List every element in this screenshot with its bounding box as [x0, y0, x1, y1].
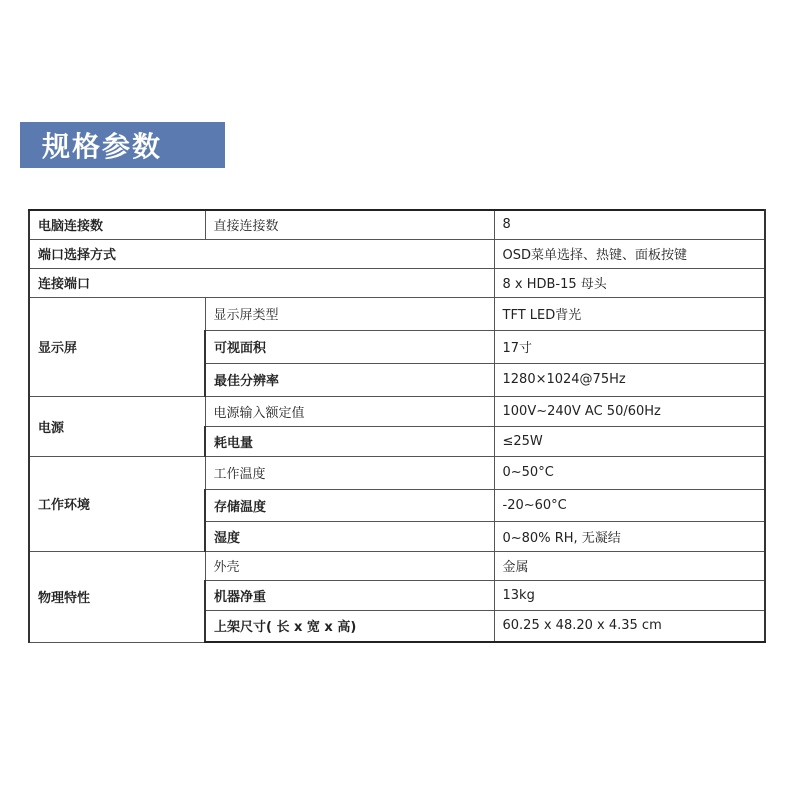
row-category: 工作环境 [29, 456, 205, 551]
row-subitem: 直接连接数 [205, 210, 494, 239]
row-subitem: 机器净重 [205, 580, 494, 610]
row-subitem: 上架尺寸( 长 x 宽 x 高) [205, 610, 494, 642]
section-title: 规格参数 [20, 122, 225, 168]
row-subitem: 耗电量 [205, 426, 494, 456]
row-subitem: 外壳 [205, 551, 494, 580]
row-value: 60.25 x 48.20 x 4.35 cm [494, 610, 765, 642]
row-value: ≤25W [494, 426, 765, 456]
row-category: 端口选择方式 [29, 239, 494, 268]
row-value: 0~80% RH, 无凝结 [494, 521, 765, 551]
row-value: -20~60°C [494, 489, 765, 521]
row-subitem: 最佳分辨率 [205, 363, 494, 396]
row-subitem: 湿度 [205, 521, 494, 551]
row-subitem: 显示屏类型 [205, 297, 494, 330]
row-category: 显示屏 [29, 297, 205, 396]
row-value: TFT LED背光 [494, 297, 765, 330]
row-subitem: 可视面积 [205, 330, 494, 363]
row-value: 0~50°C [494, 456, 765, 489]
row-value: 100V~240V AC 50/60Hz [494, 396, 765, 426]
table-row [29, 396, 765, 426]
row-subitem: 电源输入额定值 [205, 396, 494, 426]
row-value: 1280×1024@75Hz [494, 363, 765, 396]
row-category: 连接端口 [29, 268, 494, 297]
row-value: 8 [494, 210, 765, 239]
table-row [29, 456, 765, 489]
row-subitem: 工作温度 [205, 456, 494, 489]
row-value: 17寸 [494, 330, 765, 363]
row-value: OSD菜单选择、热键、面板按键 [494, 239, 765, 268]
table-row [29, 297, 765, 330]
table-row [29, 551, 765, 580]
row-value: 13kg [494, 580, 765, 610]
table-row [29, 210, 765, 239]
row-subitem: 存储温度 [205, 489, 494, 521]
row-value: 8 x HDB-15 母头 [494, 268, 765, 297]
table-row [29, 268, 765, 297]
table-row [29, 239, 765, 268]
row-category: 物理特性 [29, 551, 205, 642]
row-category: 电脑连接数 [29, 210, 205, 239]
row-category: 电源 [29, 396, 205, 456]
spec-table [28, 209, 766, 643]
row-value: 金属 [494, 551, 765, 580]
